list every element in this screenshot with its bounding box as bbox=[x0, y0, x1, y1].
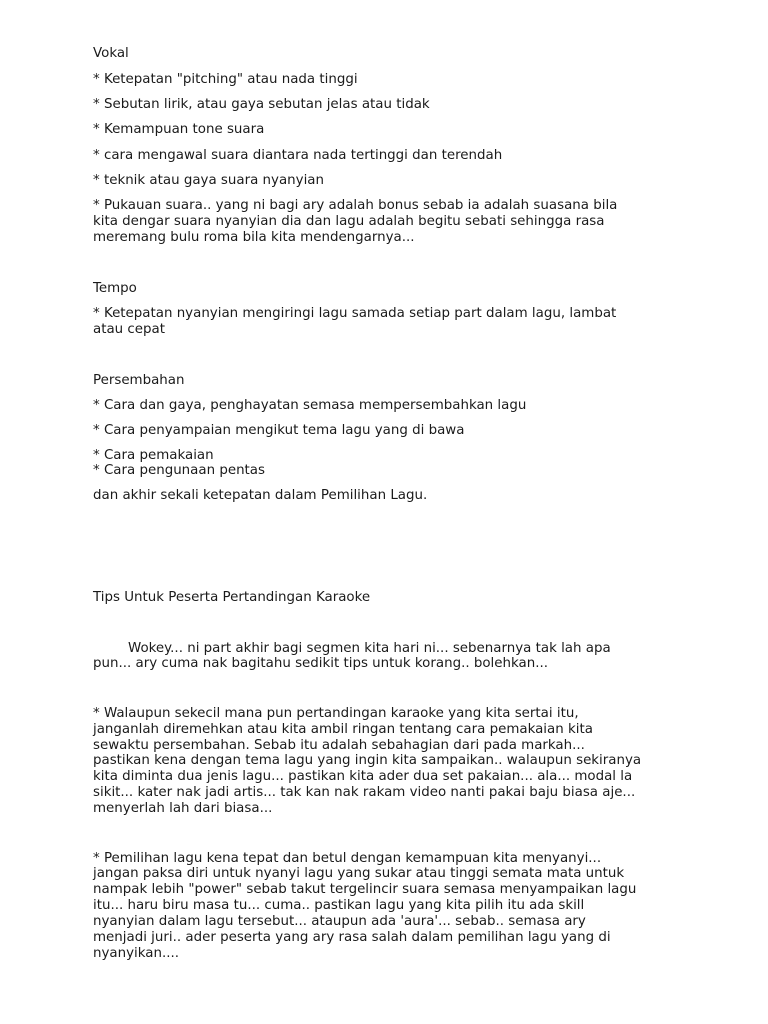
persembahan-closing: dan akhir sekali ketepatan dalam Pemilihan Lagu. bbox=[93, 488, 428, 503]
vokal-item: * Kemampuan tone suara bbox=[93, 122, 265, 137]
tips-walaupun-line: menyerlah lah dari biasa... bbox=[93, 801, 273, 816]
tips-pemilihan-line: itu... haru biru masa tu... cuma.. pastikan lagu yang kita pilih itu ada skill bbox=[93, 898, 585, 913]
heading-tempo: Tempo bbox=[93, 281, 137, 296]
tips-pemilihan-line: nampak lebih "power" sebab takut tergelincir suara semasa menyampaikan lagu bbox=[93, 882, 637, 897]
persembahan-item: * Cara pengunaan pentas bbox=[93, 463, 265, 478]
tips-walaupun-line: janganlah diremehkan atau kita ambil ringan tentang cara pemakaian kita bbox=[93, 722, 593, 737]
tempo-item-line: * Ketepatan nyanyian mengiringi lagu samada setiap part dalam lagu, lambat bbox=[93, 306, 617, 321]
vokal-pukauan-line: meremang bulu roma bila kita mendengarnya... bbox=[93, 230, 415, 245]
vokal-item: * Ketepatan "pitching" atau nada tinggi bbox=[93, 72, 358, 87]
tips-intro-line: Wokey... ni part akhir bagi segmen kita hari ni... sebenarnya tak lah apa bbox=[128, 641, 611, 656]
heading-persembahan: Persembahan bbox=[93, 373, 185, 388]
tips-pemilihan-line: nyanyikan.... bbox=[93, 946, 179, 961]
tempo-item-line: atau cepat bbox=[93, 322, 165, 337]
vokal-item: * Sebutan lirik, atau gaya sebutan jelas atau tidak bbox=[93, 97, 430, 112]
persembahan-item: * Cara pemakaian bbox=[93, 448, 214, 463]
tips-walaupun-line: pastikan kena dengan tema lagu yang ingin kita sampaikan.. walaupun sekiranya bbox=[93, 753, 642, 768]
heading-vokal: Vokal bbox=[93, 46, 129, 61]
tips-walaupun-line: sewaktu persembahan. Sebab itu adalah sebahagian dari pada markah... bbox=[93, 738, 585, 753]
vokal-item: * cara mengawal suara diantara nada tertinggi dan terendah bbox=[93, 148, 503, 163]
persembahan-item: * Cara penyampaian mengikut tema lagu yang di bawa bbox=[93, 423, 465, 438]
tips-intro-line: pun... ary cuma nak bagitahu sedikit tips untuk korang.. bolehkan... bbox=[93, 656, 548, 671]
vokal-pukauan-line: * Pukauan suara.. yang ni bagi ary adalah bonus sebab ia adalah suasana bila bbox=[93, 198, 618, 213]
tips-pemilihan-line: menjadi juri.. ader peserta yang ary rasa salah dalam pemilihan lagu yang di bbox=[93, 930, 611, 945]
tips-walaupun-line: * Walaupun sekecil mana pun pertandingan karaoke yang kita sertai itu, bbox=[93, 706, 579, 721]
vokal-item: * teknik atau gaya suara nyanyian bbox=[93, 173, 324, 188]
tips-pemilihan-line: nyanyian dalam lagu tersebut... ataupun ada 'aura'... sebab.. semasa ary bbox=[93, 914, 586, 929]
tips-pemilihan-line: jangan paksa diri untuk nyanyi lagu yang sukar atau tinggi semata mata untuk bbox=[93, 866, 625, 881]
tips-pemilihan-line: * Pemilihan lagu kena tepat dan betul dengan kemampuan kita menyanyi... bbox=[93, 851, 602, 866]
persembahan-item: * Cara dan gaya, penghayatan semasa mempersembahkan lagu bbox=[93, 398, 527, 413]
vokal-pukauan-line: kita dengar suara nyanyian dia dan lagu adalah begitu sebati sehingga rasa bbox=[93, 214, 605, 229]
tips-walaupun-line: sikit... kater nak jadi artis... tak kan nak rakam video nanti pakai baju biasa aje... bbox=[93, 785, 636, 800]
heading-tips: Tips Untuk Peserta Pertandingan Karaoke bbox=[93, 590, 371, 605]
tips-walaupun-line: kita diminta dua jenis lagu... pastikan kita ader dua set pakaian... ala... modal la bbox=[93, 769, 633, 784]
